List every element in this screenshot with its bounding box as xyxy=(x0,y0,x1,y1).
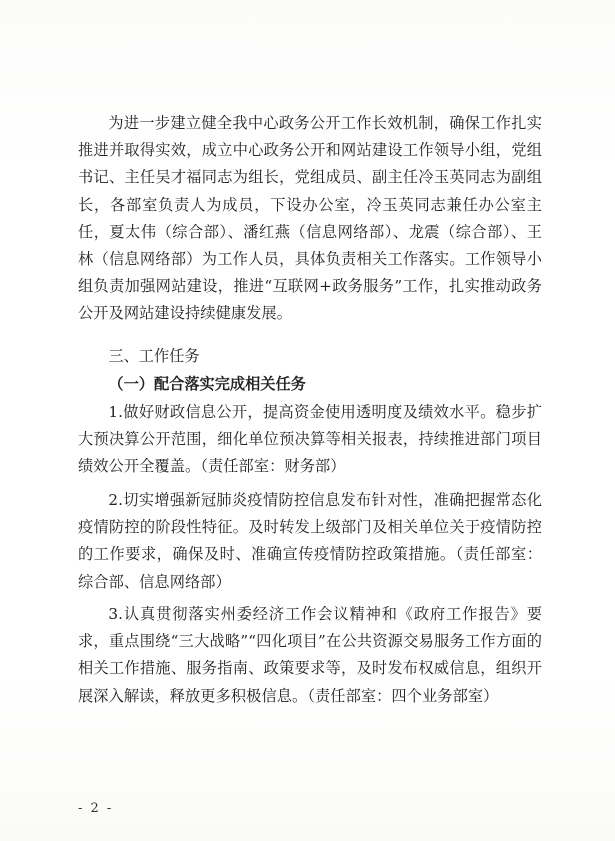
section-heading: 三、工作任务 xyxy=(108,347,200,365)
task-item-3: 3.认真贯彻落实州委经济工作会议精神和《政府工作报告》要求，重点围绕“三大战略”“四化项目”在公共资源交易服务工作方面的相关工作措施、服务指南、政策要求等，及时发布权威信息，组织开展深入解读，释放更多积极信息。（责任部室：四个业务部室） xyxy=(78,605,542,705)
subsection-heading: （一）配合落实完成相关任务 xyxy=(108,375,306,393)
task-item-1: 1.做好财政信息公开，提高资金使用透明度及绩效水平。稳步扩大预决算公开范围，细化单位预决算等相关报表，持续推进部门项目绩效公开全覆盖。（责任部室：财务部） xyxy=(78,403,542,476)
task-item-2: 2.切实增强新冠肺炎疫情防控信息发布针对性，准确把握常态化疫情防控的阶段性特征。及时转发上级部门及相关单位关于疫情防控的工作要求，确保及时、准确宣传疫情防控政策措施。（责任部室：综合部、信息网络部） xyxy=(78,491,542,591)
intro-paragraph: 为进一步建立健全我中心政务公开工作长效机制，确保工作扎实推进并取得实效，成立中心政务公开和网站建设工作领导小组，党组书记、主任吴才福同志为组长，党组成员、副主任冷玉英同志为副组长，各部室负责人为成员，下设办公室，冷玉英同志兼任办公室主任，夏太伟（综合部）、潘红燕（信息网络部）、龙震（综合部）、王林（信息网络部）为工作人员，具体负责相关工作落实。工作领导小组负责加强网站建设，推进“互联网+政务服务”工作，扎实推动政务公开及网站建设持续健康发展。 xyxy=(78,114,542,323)
page-number: - 2 - xyxy=(78,801,114,816)
